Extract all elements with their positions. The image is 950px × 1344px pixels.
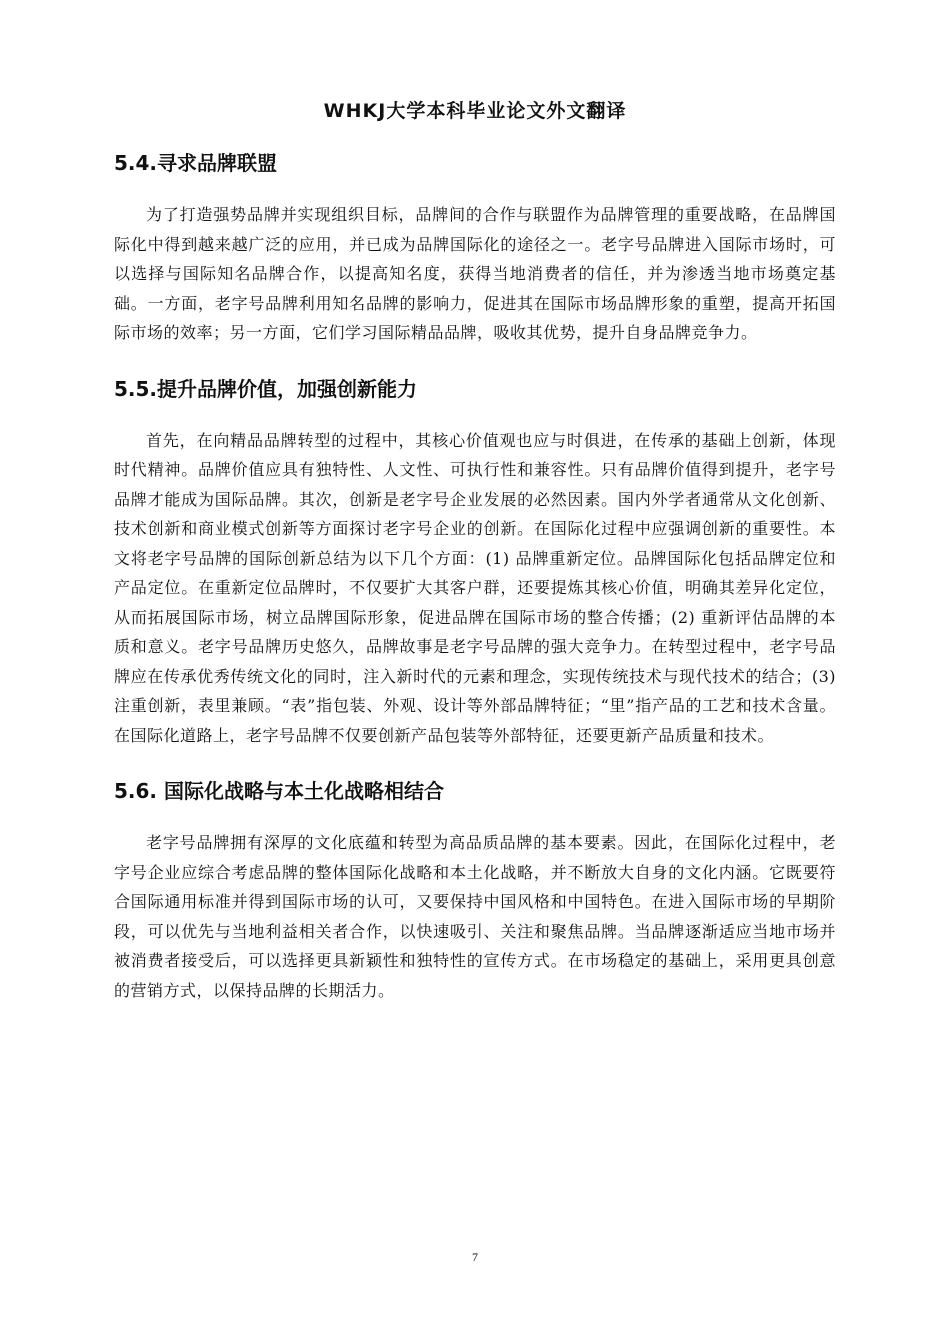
page-header: WHKJ大学本科毕业论文外文翻译 bbox=[323, 100, 627, 122]
section-paragraph-5-5: 首先，在向精品品牌转型的过程中，其核心价值观也应与时俱进，在传承的基础上创新，体现时代精神。品牌价值应具有独特性、人文性、可执行性和兼容性。只有品牌价值得到提升，老字号品牌才能成为国际品牌。其次，创新是老字号企业发展的必然因素。国内外学者通常从文化创新、技术创新和商业模式创新等方面探讨老字号企业的创新。在国际化过程中应强调创新的重要性。本文将老字号品牌的国际创新总结为以下几个方面：(1) 品牌重新定位。品牌国际化包括品牌定位和产品定位。在重新定位品牌时，不仅要扩大其客户群，还要提炼其核心价值，明确其差异化定位，从而拓展国际市场，树立品牌国际形象，促进品牌在国际市场的整合传播；(2) 重新评估品牌的本质和意义。老字号品牌历史悠久，品牌故事是老字号品牌的强大竞争力。在转型过程中，老字号品牌应在传承优秀传统文化的同时，注入新时代的元素和理念，实现传统技术与现代技术的结合；(3) 注重创新，表里兼顾。“表”指包装、外观、设计等外部品牌特征；“里”指产品的工艺和技术含量。在国际化道路上，老字号品牌不仅要创新产品包装等外部特征，还要更新产品质量和技术。 bbox=[114, 430, 836, 745]
section-paragraph-5-6: 老字号品牌拥有深厚的文化底蕴和转型为高品质品牌的基本要素。因此，在国际化过程中，老字号企业应综合考虑品牌的整体国际化战略和本土化战略，并不断放大自身的文化内涵。它既要符合国际通用标准并得到国际市场的认可，又要保持中国风格和中国特色。在进入国际市场的早期阶段，可以优先与当地利益相关者合作，以快速吸引、关注和聚焦品牌。当品牌逐渐适应当地市场并被消费者接受后，可以选择更具新颖性和独特性的宣传方式。在市场稳定的基础上，采用更具创意的营销方式，以保持品牌的长期活力。 bbox=[114, 833, 836, 1000]
page-number: 7 bbox=[472, 1250, 478, 1264]
section-heading-5-4: 5.4.寻求品牌联盟 bbox=[114, 151, 278, 175]
document-body bbox=[114, 150, 836, 1005]
section-heading-5-5: 5.5.提升品牌价值，加强创新能力 bbox=[114, 376, 418, 401]
section-heading-5-6: 5.6. 国际化战略与本土化战略相结合 bbox=[114, 779, 444, 803]
section-paragraph-5-4: 为了打造强势品牌并实现组织目标，品牌间的合作与联盟作为品牌管理的重要战略，在品牌国际化中得到越来越广泛的应用，并已成为品牌国际化的途径之一。老字号品牌进入国际市场时，可以选择与国际知名品牌合作，以提高知名度，获得当地消费者的信任，并为渗透当地市场奠定基础。一方面，老字号品牌利用知名品牌的影响力，促进其在国际市场品牌形象的重塑，提高开拓国际市场的效率；另一方面，它们学习国际精品品牌，吸收其优势，提升自身品牌竞争力。 bbox=[114, 205, 836, 342]
